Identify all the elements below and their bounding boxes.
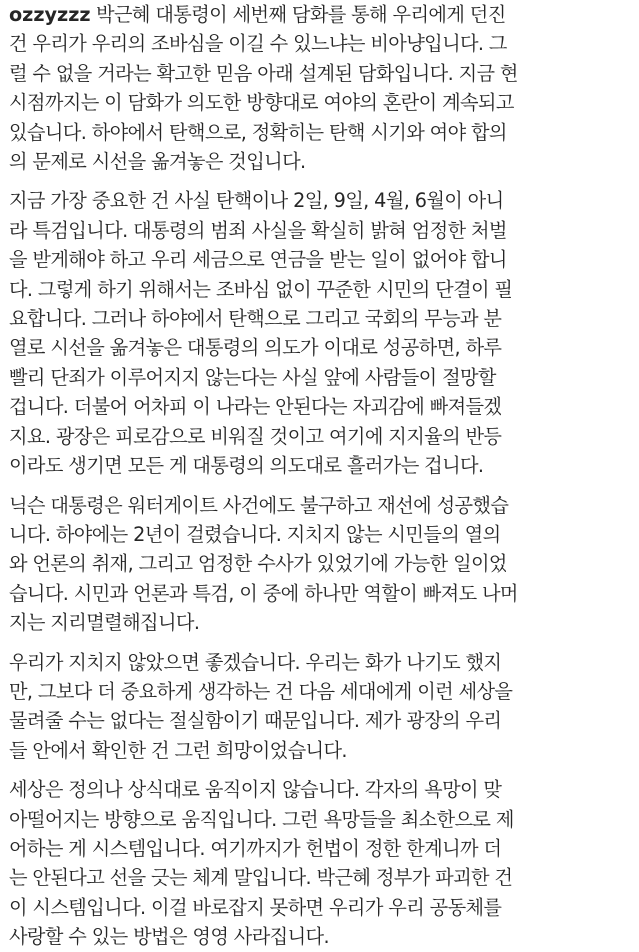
caption-line: 럴 수 없을 거라는 확고한 믿음 아래 설계된 담화입니다. 지금 현	[9, 61, 518, 85]
caption-line: 이 시스템입니다. 이걸 바로잡지 못하면 우리가 우리 공동체를	[9, 895, 502, 919]
caption-line: 지금 가장 중요한 건 사실 탄핵이나 2일, 9일, 4월, 6월이 아니	[9, 189, 504, 213]
caption-paragraph	[9, 0, 631, 176]
caption-line: 만, 그보다 더 중요하게 생각하는 건 다음 세대에게 이런 세상을	[9, 679, 513, 703]
caption-line: 들 안에서 확인한 건 그런 희망이었습니다.	[9, 738, 347, 762]
caption-line: 시점까지는 이 담화가 의도한 방향대로 여야의 혼란이 계속되고	[9, 91, 514, 115]
caption-line: 열로 시선을 옮겨놓은 대통령의 의도가 이대로 성공하면, 하루	[9, 336, 502, 360]
caption-paragraph	[9, 775, 631, 951]
caption-line: 사랑할 수 있는 방법은 영영 사라집니다.	[9, 925, 329, 949]
caption-line: 니다. 하야에는 2년이 걸렸습니다. 지치지 않는 시민들의 열의	[9, 522, 501, 546]
caption-line: 는 안된다고 선을 긋는 체계 말입니다. 박근혜 정부가 파괴한 건	[9, 866, 513, 890]
caption-line: 우리가 지치지 않았으면 좋겠습니다. 우리는 화가 나기도 했지	[9, 650, 502, 674]
caption-line: 지는 지리멸렬해집니다.	[9, 611, 200, 635]
caption-line: 의 문제로 시선을 옮겨놓은 것입니다.	[9, 150, 306, 174]
caption-line: 을 받게해야 하고 우리 세금으로 연금을 받는 일이 없어야 합니	[9, 248, 507, 272]
caption-line	[9, 0, 631, 29]
caption-line: 요합니다. 그러나 하야에서 탄핵으로 그리고 국회의 무능과 분	[9, 307, 502, 331]
caption-line: 습니다. 시민과 언론과 특검, 이 중에 하나만 역할이 빠져도 나머	[9, 581, 518, 605]
caption-line: 있습니다. 하야에서 탄핵으로, 정확히는 탄핵 시기와 여야 합의	[9, 120, 507, 144]
username-link[interactable]: ozzyzzz	[9, 3, 91, 26]
caption-line: 겁니다. 더불어 어차피 이 나라는 안된다는 자괴감에 빠져들겠	[9, 395, 502, 419]
caption-paragraph	[9, 186, 631, 480]
caption-line: 닉슨 대통령은 워터게이트 사건에도 불구하고 재선에 성공했습	[9, 493, 509, 517]
caption-line: 물려줄 수는 없다는 절실함이기 때문입니다. 제가 광장의 우리	[9, 709, 502, 733]
caption-line: 지요. 광장은 피로감으로 비워질 것이고 여기에 지지율의 반등	[9, 424, 502, 448]
caption-paragraph	[9, 491, 631, 638]
caption-text: 박근혜 대통령이 세번째 담화를 통해 우리에게 던진	[96, 3, 506, 26]
caption-line: 아떨어지는 방향으로 움직입니다. 그런 욕망들을 최소한으로 제	[9, 807, 514, 831]
caption-line: 와 언론의 취재, 그리고 엄정한 수사가 있었기에 가능한 일이었	[9, 552, 507, 576]
caption-paragraph	[9, 648, 631, 766]
caption-line: 라 특검입니다. 대통령의 범죄 사실을 확실히 밝혀 엄정한 처벌	[9, 218, 507, 242]
caption-line: 어하는 게 시스템입니다. 여기까지가 헌법이 정한 한계니까 더	[9, 836, 502, 860]
caption-line: 다. 그렇게 하기 위해서는 조바심 없이 꾸준한 시민의 단결이 필	[9, 277, 513, 301]
caption-line: 건 우리가 우리의 조바심을 이길 수 있느냐는 비아냥입니다. 그	[9, 32, 507, 56]
caption-line: 세상은 정의나 상식대로 움직이지 않습니다. 각자의 욕망이 맞	[9, 778, 502, 802]
caption-line: 빨리 단죄가 이루어지지 않는다는 사실 앞에 사람들이 절망할	[9, 365, 496, 389]
caption-line: 이라도 생기면 모든 게 대통령의 의도대로 흘러가는 겁니다.	[9, 454, 484, 478]
